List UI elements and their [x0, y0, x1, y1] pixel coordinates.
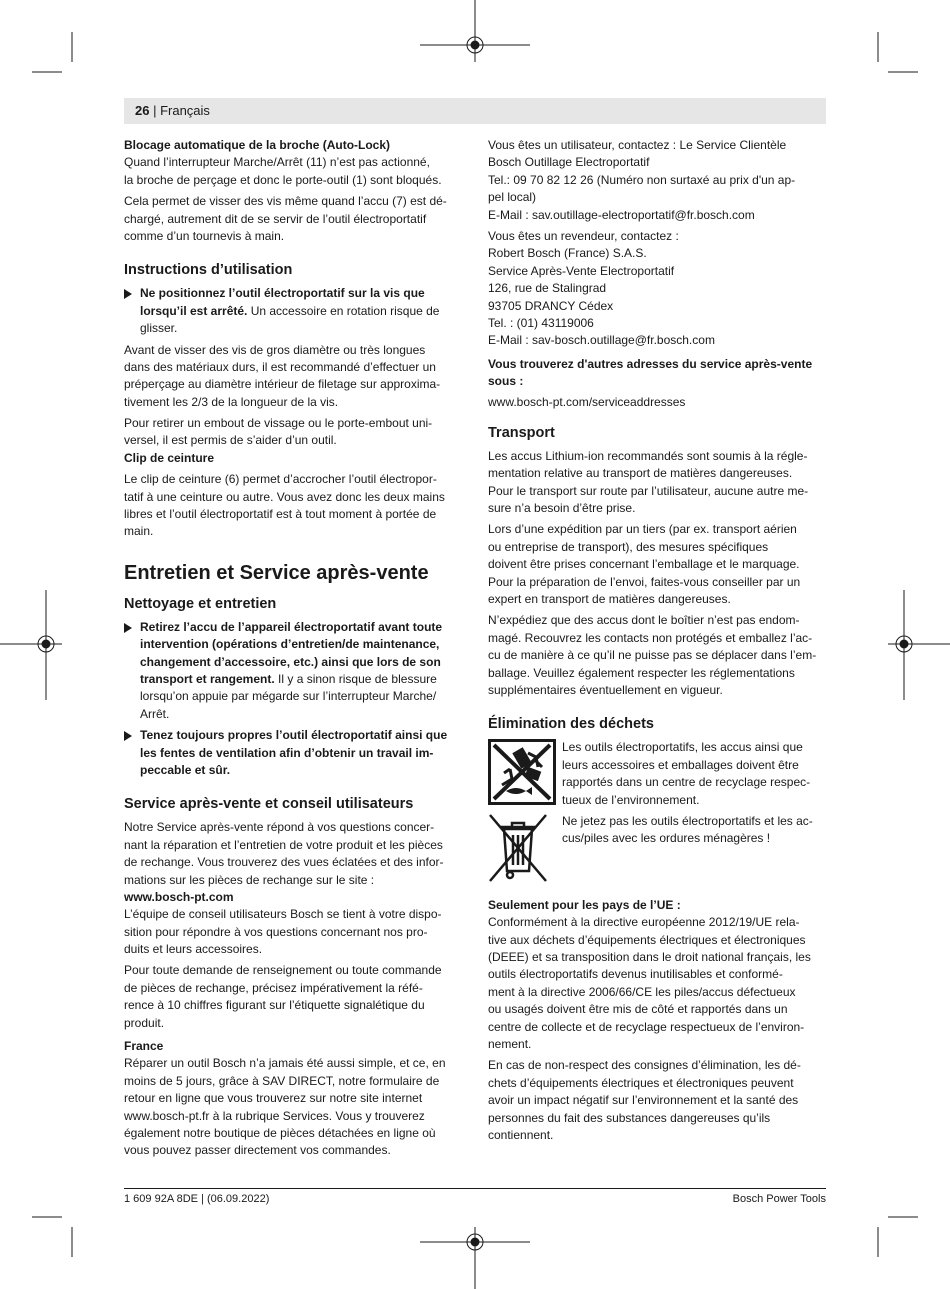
- cleaning-title: Nettoyage et entretien: [124, 595, 277, 612]
- contact-user: [488, 137, 826, 224]
- text-line: Pour la préparation de l’envoi, faites-vous conseiller par un: [488, 574, 801, 589]
- text-bold: lorsqu’il est arrêté.: [140, 303, 248, 318]
- text-line: main.: [124, 524, 154, 539]
- text-line: Retirez l’accu de l’appareil électroportatif avant toute: [140, 619, 443, 634]
- text-line: cus/piles avec les ordures ménagères !: [562, 831, 771, 846]
- text-line: Ne jetez pas les outils électroportatifs et les ac-: [562, 813, 813, 828]
- text-line: (DEEE) et sa transposition dans le droit national français, les: [488, 950, 811, 965]
- text-line: Le clip de ceinture (6) permet d’accrocher l’outil électropor-: [124, 472, 437, 487]
- footer-document-id: 1 609 92A 8DE | (06.09.2022): [124, 1193, 270, 1205]
- header-language: Français: [160, 103, 210, 118]
- text-line: magé. Recouvrez les contacts non protégés et emballez l’ac-: [488, 630, 813, 645]
- maintenance-heading: Entretien et Service après-vente: [124, 561, 429, 584]
- text-line: les fentes de ventilation afin d’obtenir un travail im-: [140, 745, 434, 760]
- text-line: retour en ligne que vous trouverez sur notre site internet: [124, 1091, 423, 1106]
- text-line: ballage. Veuillez également respecter les réglementations: [488, 665, 795, 680]
- text-line: vous pouvez passer directement vos commandes.: [124, 1143, 391, 1158]
- text-line: Notre Service après-vente répond à vos questions concer-: [124, 820, 435, 835]
- text-line: Il y a sinon risque de blessure: [274, 671, 437, 686]
- text-line: Bosch Outillage Electroportatif: [488, 155, 650, 170]
- text-line: Ne positionnez l’outil électroportatif sur la vis que: [140, 286, 425, 301]
- text-line: de pièces de rechange, précisez impérativement la réfé-: [124, 980, 423, 995]
- text-line: tueux de l’environnement.: [562, 792, 700, 807]
- text-line: duits et leurs accessoires.: [124, 942, 263, 957]
- text-line: Les accus Lithium-ion recommandés sont soumis à la régle-: [488, 448, 808, 463]
- france-title: France: [124, 1039, 164, 1054]
- transport-paragraph-1: [488, 448, 826, 518]
- text-line: chargé, autrement dit de se servir de l’outil électroportatif: [124, 211, 427, 226]
- text-line: lorsqu’on appuie par mégarde sur l’interrupteur Marche/: [140, 689, 437, 704]
- recycle-crossed-symbol-icon: [488, 739, 556, 805]
- contact-email[interactable]: E-Mail : sav.outillage-electroportatif@fr.bosch.com: [488, 207, 755, 222]
- text-line: peccable et sûr.: [140, 762, 231, 777]
- eu-paragraph-1: [488, 914, 826, 1053]
- text-line: Tel.: 09 70 82 12 26 (Numéro non surtaxé au prix d'un ap-: [488, 172, 796, 187]
- service-title: Service après-vente et conseil utilisateurs: [124, 796, 414, 813]
- text-line: doivent être prises concernant l’emballage et le marquage.: [488, 557, 800, 572]
- text-line: En cas de non-respect des consignes d’élimination, les dé-: [488, 1058, 801, 1073]
- text-line: chets d’équipements électriques et électroniques peuvent: [488, 1075, 794, 1090]
- autolock-paragraph-1: [124, 154, 464, 189]
- text-line: ou entreprise de transport), des mesures spécifiques: [488, 539, 769, 554]
- text-line: Pour retirer un embout de vissage ou le porte-embout uni-: [124, 416, 433, 431]
- text-line: Lors d’une expédition par un tiers (par ex. transport aérien: [488, 522, 797, 537]
- footer-rule: [124, 1188, 826, 1189]
- text-line: sure n’a besoin d’être prise.: [488, 501, 636, 516]
- clip-paragraph: [124, 471, 464, 541]
- text-line: Robert Bosch (France) S.A.S.: [488, 246, 647, 261]
- disposal-title: Élimination des déchets: [488, 716, 654, 733]
- text-line: libres et l’outil électroportatif est à tout moment à portée de: [124, 507, 437, 522]
- page-number: 26: [135, 103, 150, 118]
- text-line: mations sur les pièces de rechange sur le site :: [124, 872, 375, 887]
- text-line: Pour le transport sur route par l’utilisateur, aucune autre me-: [488, 483, 809, 498]
- text-line: tatif à une ceinture ou autre. Vous avez donc les deux mains: [124, 489, 445, 504]
- bullet-arrow-icon: [124, 623, 132, 633]
- text-line: pel local): [488, 190, 537, 205]
- text-line: personnes du fait des substances dangereuses qu’ils: [488, 1110, 771, 1125]
- header-bar: [124, 98, 826, 124]
- text-line: de rechange. Vous trouverez des vues éclatées et des infor-: [124, 855, 444, 870]
- text-line: Tel. : (01) 43119006: [488, 315, 594, 330]
- text-line: nement.: [488, 1037, 532, 1052]
- text-line: rapportés dans un centre de recyclage respec-: [562, 775, 811, 790]
- text-line: nant la réparation et l’entretien de votre produit et les pièces: [124, 837, 443, 852]
- text-line: supplémentaires éventuellement en vigueur.: [488, 682, 723, 697]
- text-line: centre de collecte et de recyclage respectueux de l’environ-: [488, 1019, 805, 1034]
- bullet-arrow-icon: [124, 731, 132, 741]
- text-line: cu de manière à ce qu’il ne puisse pas se déplacer dans l’em-: [488, 648, 817, 663]
- left-column: [124, 137, 464, 1160]
- text-line: ment à la directive 2006/66/CE les piles/accus défectueux: [488, 984, 796, 999]
- text-line: mentation relative au transport de matières dangereuses.: [488, 466, 793, 481]
- text-line: N’expédiez que des accus dont le boîtier n’est pas endom-: [488, 613, 800, 628]
- bullet-arrow-icon: [124, 289, 132, 299]
- crossed-wheeled-bin-icon: [488, 813, 548, 883]
- dealer-email[interactable]: E-Mail : sav-bosch.outillage@fr.bosch.com: [488, 333, 715, 348]
- service-url[interactable]: www.bosch-pt.com: [124, 889, 234, 904]
- right-column: [488, 137, 826, 1144]
- disposal-block-2: [488, 813, 826, 887]
- text-line: intervention (opérations d’entretien/de maintenance,: [140, 637, 440, 652]
- text-line: expert en transport de matières dangereuses.: [488, 591, 731, 606]
- cleaning-bullet-2: [124, 727, 464, 779]
- text-line: Vous êtes un revendeur, contactez :: [488, 228, 679, 243]
- text-line: Conformément à la directive européenne 2012/19/UE rela-: [488, 915, 800, 930]
- text-line: Pour toute demande de renseignement ou toute commande: [124, 963, 442, 978]
- eu-paragraph-2: [488, 1057, 826, 1144]
- text-line: versel, il est permis de s’aider d’un outil.: [124, 433, 337, 448]
- text-line: Tenez toujours propres l’outil électroportatif ainsi que: [140, 728, 448, 743]
- instructions-bullet: [124, 285, 464, 337]
- text-line: Vous êtes un utilisateur, contactez : Le Service Clientèle: [488, 138, 787, 152]
- text-line: Réparer un outil Bosch n’a jamais été aussi simple, et ce, en: [124, 1056, 446, 1071]
- text-line: glisser.: [140, 321, 178, 336]
- autolock-title: Blocage automatique de la broche (Auto-Lock): [124, 138, 391, 152]
- text-line: Arrêt.: [140, 706, 170, 721]
- text-line: Les outils électroportatifs, les accus ainsi que: [562, 740, 803, 755]
- text-line: avoir un impact négatif sur l’environnement et la santé des: [488, 1093, 799, 1108]
- text-line: Avant de visser des vis de gros diamètre ou très longues: [124, 342, 426, 357]
- text-line: contiennent.: [488, 1127, 554, 1142]
- text-line: Service Après-Vente Electroportatif: [488, 263, 675, 278]
- france-paragraph: [124, 1055, 464, 1159]
- service-paragraph-2: [124, 906, 464, 958]
- text-line: dans des matériaux durs, il est recommandé d’effectuer un: [124, 359, 436, 374]
- text-line: moins de 5 jours, grâce à SAV DIRECT, notre formulaire de: [124, 1073, 440, 1088]
- instructions-paragraph-2: [124, 415, 464, 450]
- text-line: changement d’accessoire, etc.) ainsi que lors de son: [140, 654, 441, 669]
- disposal-block-1: [488, 739, 826, 809]
- text-line: leurs accessoires et emballages doivent être: [562, 757, 799, 772]
- service-paragraph-3: [124, 962, 464, 1032]
- header-separator: |: [149, 103, 161, 118]
- transport-paragraph-3: [488, 612, 826, 699]
- eu-title: Seulement pour les pays de l’UE :: [488, 897, 681, 912]
- text-line: outils électroportatifs devenus inutilisables et conformé-: [488, 967, 783, 982]
- contact-dealer: [488, 228, 826, 350]
- text-line: tivement les 2/3 de la longueur de la vis.: [124, 394, 339, 409]
- text-bold: transport et rangement.: [140, 671, 275, 686]
- text-line: également notre boutique de pièces détachées en ligne où: [124, 1125, 436, 1140]
- instructions-title: Instructions d’utilisation: [124, 262, 293, 279]
- service-addresses-url[interactable]: www.bosch-pt.com/serviceaddresses: [488, 395, 686, 410]
- page-header: [135, 103, 210, 119]
- text-line: sition pour répondre à vos questions concernant nos pro-: [124, 924, 428, 939]
- instructions-paragraph-1: [124, 342, 464, 412]
- text-line: comme d’un tournevis à main.: [124, 228, 285, 243]
- text-line: sous :: [488, 374, 524, 389]
- text-line: 93705 DRANCY Cédex: [488, 298, 614, 313]
- text-line: rence à 10 chiffres figurant sur l’étiquette signalétique du: [124, 998, 425, 1013]
- transport-title: Transport: [488, 424, 555, 441]
- text-line: 126, rue de Stalingrad: [488, 281, 607, 296]
- service-paragraph-1: [124, 819, 464, 889]
- clip-title: Clip de ceinture: [124, 450, 215, 465]
- text-line: ou usagés doivent être mis de côté et rapportés dans un: [488, 1002, 788, 1017]
- text-line: produit.: [124, 1015, 165, 1030]
- text-line: www.bosch-pt.fr à la rubrique Services. Vous y trouverez: [124, 1108, 425, 1123]
- text-line: la broche de perçage et donc le porte-outil (1) sont bloqués.: [124, 172, 442, 187]
- text-line: Quand l’interrupteur Marche/Arrêt (11) n’est pas actionné,: [124, 155, 430, 170]
- footer-brand: Bosch Power Tools: [732, 1193, 826, 1205]
- transport-paragraph-2: [488, 521, 826, 608]
- text-line: Cela permet de visser des vis même quand l’accu (7) est dé-: [124, 194, 447, 209]
- text-line: tive aux déchets d’équipements électriques et électroniques: [488, 932, 806, 947]
- text-line: Un accessoire en rotation risque de: [247, 303, 440, 318]
- text-line: L’équipe de conseil utilisateurs Bosch se tient à votre dispo-: [124, 907, 442, 922]
- text-line: Vous trouverez d'autres adresses du service après-vente: [488, 356, 813, 371]
- autolock-paragraph-2: [124, 193, 464, 245]
- text-line: préperçage au diamètre intérieur de filetage sur approxima-: [124, 377, 441, 392]
- cleaning-bullet-1: [124, 619, 464, 723]
